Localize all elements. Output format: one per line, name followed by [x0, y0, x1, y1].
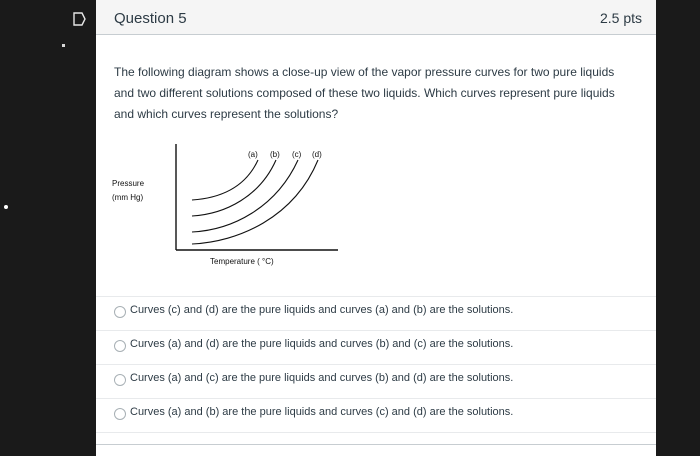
- curve-c: [192, 160, 298, 232]
- question-header: [96, 0, 656, 35]
- y-axis-label-line2: (mm Hg): [112, 193, 144, 202]
- question-title: Question 5: [114, 10, 187, 27]
- radio-button-icon[interactable]: [114, 374, 126, 386]
- radio-button-icon[interactable]: [114, 306, 126, 318]
- curve-d: [192, 160, 318, 244]
- answer-option[interactable]: [96, 399, 656, 433]
- answer-label[interactable]: Curves (a) and (c) are the pure liquids and curves (b) and (d) are the solutions.: [130, 372, 514, 384]
- gutter-marker: [62, 44, 65, 47]
- radio-button-icon[interactable]: [114, 340, 126, 352]
- answer-label[interactable]: Curves (c) and (d) are the pure liquids and curves (a) and (b) are the solutions.: [130, 304, 514, 316]
- vapor-pressure-diagram: [110, 140, 350, 270]
- question-card: [96, 0, 656, 456]
- y-axis-label-line1: Pressure: [112, 179, 145, 188]
- x-axis-label: Temperature ( °C): [210, 257, 274, 266]
- curve-label-a: (a): [248, 150, 258, 159]
- answer-list: [96, 296, 656, 433]
- radio-button-icon[interactable]: [114, 408, 126, 420]
- curve-label-d: (d): [312, 150, 322, 159]
- question-points: 2.5 pts: [599, 10, 642, 26]
- answer-option[interactable]: [96, 365, 656, 399]
- answer-label[interactable]: Curves (a) and (b) are the pure liquids and curves (c) and (d) are the solutions.: [130, 406, 514, 418]
- question-text: The following diagram shows a close-up view of the vapor pressure curves for two pure liquids and two different solutions composed of these two liquids. Which curves represent pure liquids and which curves represent the solutions?: [114, 65, 615, 121]
- answer-option[interactable]: [96, 296, 656, 331]
- curve-a: [192, 160, 258, 200]
- card-bottom-border: [96, 444, 656, 445]
- curve-label-b: (b): [270, 150, 280, 159]
- gutter-indicator: [4, 205, 8, 209]
- bookmark-flag-icon[interactable]: [72, 12, 86, 26]
- answer-option[interactable]: [96, 331, 656, 365]
- answer-label[interactable]: Curves (a) and (d) are the pure liquids and curves (b) and (c) are the solutions.: [130, 338, 514, 350]
- curve-label-c: (c): [292, 150, 302, 159]
